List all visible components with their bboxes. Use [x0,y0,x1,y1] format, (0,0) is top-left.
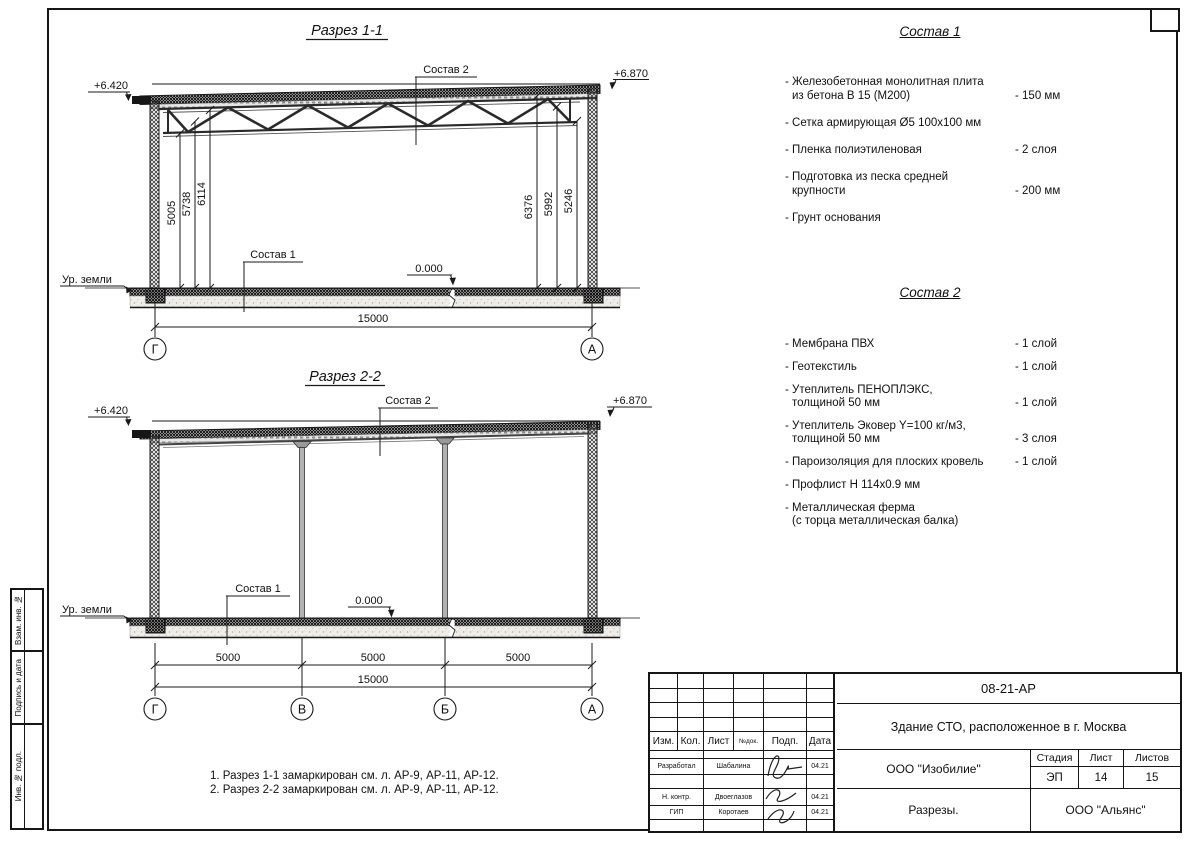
left-wall [150,101,159,288]
sheets-label: Листов [1124,750,1180,767]
stamp-date: 04.21 [807,789,833,806]
item-text: толщиной 50 мм [792,433,881,445]
foundation-right [584,288,603,303]
foundation-left [146,618,165,633]
item-value: - 3 слоя [1015,433,1057,445]
item-text: - Мембрана ПВХ [785,338,875,350]
sostav2-title: Состав 2 [899,285,961,300]
floor-slab [85,618,640,638]
item-text: - Пленка полиэтиленовая [785,144,922,156]
item-text: - Металлическая ферма [785,502,915,514]
stamp-name: Шабалина [704,759,764,775]
zero-level-mark [407,263,456,286]
zero-level-mark [348,595,395,618]
item-value: - 200 мм [1015,185,1061,197]
stamp-role: Н. контр. [650,789,704,806]
zero-value: 0.000 [355,595,383,607]
list-item [785,420,1085,446]
elevation-value: +6.870 [614,68,648,80]
signature-razrabotal [768,756,802,778]
signature-gip [768,810,794,823]
item-text: - Профлист Н 114x0.9 мм [785,479,921,491]
dim-value: 5000 [505,652,531,664]
side-label-cell [12,590,25,650]
side-row [12,725,42,828]
side-label-cell [12,725,25,828]
note-line: 1. Разрез 1-1 замаркирован см. л. АР-9, АР-11, АР-12. [210,770,499,782]
item-value: - 1 слой [1015,397,1058,409]
signature-nkontr [766,790,796,802]
dim-value: 15000 [357,674,389,686]
item-value: - 1 слой [1015,338,1058,350]
notes [210,770,499,797]
dim-value: 15000 [357,313,389,325]
list-item [785,338,1085,351]
ground-level-label [60,604,133,624]
object-title: Здание СТО, расположенное в г. Москва [837,704,1180,750]
horizontal-dimensions [151,637,596,696]
sostav1-title: Состав 1 [899,24,961,39]
elevation-value: +6.420 [94,80,128,92]
leader-label: Состав 1 [250,249,296,261]
sheets-total: 15 [1145,771,1159,784]
dim-value: 5246 [563,188,575,214]
axis-letter: А [587,702,597,717]
axis-markers [144,338,603,360]
side-label: Подпись и дата [13,658,23,717]
side-label: Инв. № подл. [13,751,23,802]
item-text: из бетона В 15 (М200) [792,90,911,102]
parapet-block [132,430,151,438]
item-text: - Железобетонная монолитная плита [785,76,984,88]
axis-letter: А [587,342,597,357]
stage-grid [1031,750,1180,788]
col-header: №док. [734,732,764,751]
list-item [785,361,1085,374]
sheet-title: Разрезы. [837,789,1031,831]
list-item [785,384,1085,410]
right-wall [588,424,597,618]
side-row [12,652,42,725]
section-1-1 [60,23,649,360]
side-row [12,590,42,652]
side-empty-cell [25,590,42,650]
side-empty-cell [25,652,42,723]
item-text: - Сетка армирующая Ø5 100x100 мм [785,117,982,129]
elevation-value: +6.870 [613,395,647,407]
company-stage-row [837,750,1180,789]
sheet-label: Лист [1079,750,1124,767]
stamp-name: Двоеглазов [704,789,764,806]
axis-letter: Б [440,702,450,717]
list-item [785,211,1085,225]
item-text: - Подготовка из песка средней [785,171,949,183]
item-text: (с торца металлическая балка) [792,515,959,527]
side-stamp-strip [10,588,44,830]
axis-letter: Г [151,702,159,717]
elevation-mark-right [607,395,652,417]
sostav1-block [785,24,1085,238]
axis-letter: В [297,702,307,717]
item-value: - 1 слой [1015,361,1058,373]
dim-value: 6376 [523,194,535,220]
stamp-date: 04.21 [807,759,833,775]
company-name: ООО "Изобилие" [837,750,1031,788]
dim-value: 5992 [543,191,555,217]
roof-slab [132,421,600,448]
title-block [648,672,1182,833]
elevation-mark-right [610,68,650,90]
doc-code: 08-21-АР [837,674,1180,704]
item-text: - Пароизоляция для плоских кровель [785,456,984,468]
foundation-right [584,618,603,633]
col-header: Лист [704,732,734,751]
stamp-date: 04.21 [807,806,833,820]
col-header: Дата [807,732,833,751]
dim-value: 5005 [166,200,178,226]
list-item [785,75,1085,103]
right-wall [588,89,597,288]
item-value: - 1 слой [1015,456,1058,468]
parapet-block [132,96,151,104]
sostav2-block [785,285,1085,538]
dim-value: 5738 [181,191,193,217]
side-empty-cell [25,725,42,828]
zero-value: 0.000 [415,263,443,275]
axis-markers [144,698,603,720]
section1-title: Разрез 1-1 [311,23,383,39]
list-item [785,479,1085,492]
col-header: Подп. [764,732,807,751]
elevation-mark-left [88,80,132,101]
item-text: крупности [792,185,846,197]
item-text: - Геотекстиль [785,361,857,373]
contractor-name: ООО "Альянс" [1065,803,1146,817]
col-header: Кол. [678,732,704,751]
note-line: 2. Разрез 2-2 замаркирован см. л. АР-9, АР-11, АР-12. [210,783,499,796]
leader-label: Состав 2 [385,395,431,407]
leader-label: Состав 2 [423,64,469,76]
left-wall [150,436,159,618]
column-b [436,438,454,618]
stage-value: ЭП [1031,767,1079,788]
list-item [785,456,1085,469]
item-text: - Грунт основания [785,212,881,224]
list-item [785,116,1085,130]
item-text: - Утеплитель ПЕНОПЛЭКС, [785,384,933,396]
ground-label: Ур. земли [62,604,112,616]
dim-value: 5000 [215,652,241,664]
item-value: - 2 слоя [1015,144,1057,156]
stage-label: Стадия [1031,750,1079,767]
list-item [785,502,1085,528]
foundation-left [146,288,165,303]
dim-value: 6114 [196,182,208,206]
sheet-title-row [837,789,1180,831]
ground-label: Ур. земли [62,274,112,286]
side-label-cell [12,652,25,723]
vertical-dimensions-left [166,106,214,292]
dim-value: 5000 [360,652,386,664]
item-text: - Утеплитель Эковер Y=100 кг/м3, [785,420,966,432]
item-text: толщиной 50 мм [792,397,881,409]
column-v [293,442,311,619]
elevation-value: +6.420 [94,405,128,417]
list-item [785,143,1085,157]
stamp-name: Коротаев [704,806,764,820]
section2-title: Разрез 2-2 [309,369,381,385]
axis-letter: Г [151,342,159,357]
signatures-overlay [760,746,810,831]
elevation-mark-left [88,405,132,426]
stamp-role: Разработал [650,759,704,775]
stamp-role: ГИП [650,806,704,820]
sheet-number: 14 [1079,767,1124,788]
ground-level-label [60,274,133,294]
title-block-right [837,674,1180,831]
leader-label: Состав 1 [235,583,281,595]
floor-slab [85,288,640,308]
side-label: Взам. инв. № [13,595,23,645]
item-value: - 150 мм [1015,90,1061,102]
col-header: Изм. [650,732,678,751]
list-item [785,170,1085,198]
roof-slab [132,84,600,109]
section-2-2 [60,369,652,720]
